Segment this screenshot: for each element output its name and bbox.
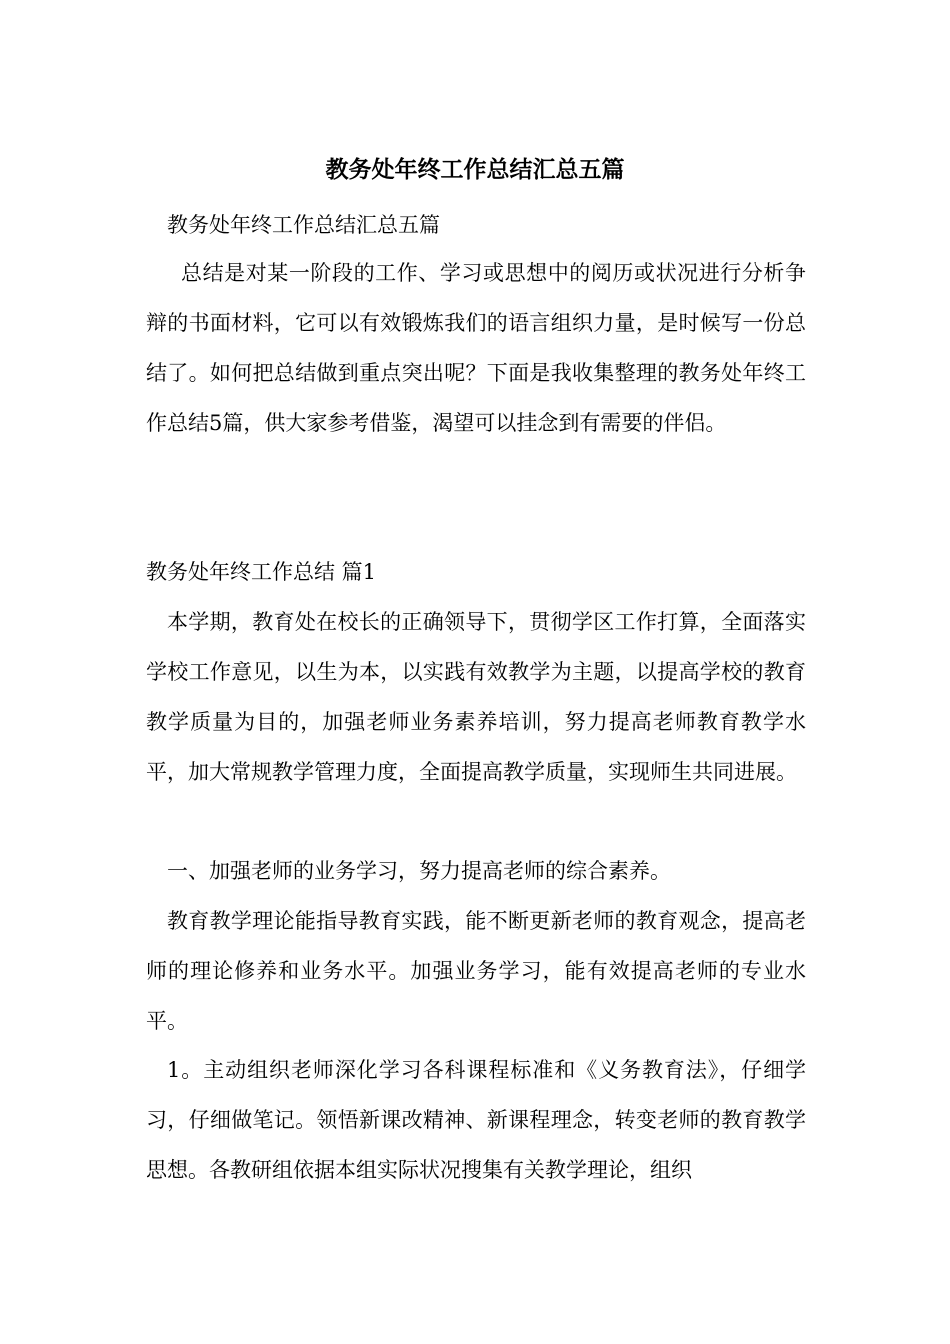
document-title: 教务处年终工作总结汇总五篇 xyxy=(325,157,625,183)
subtitle-paragraph: 教务处年终工作总结汇总五篇 xyxy=(167,213,440,237)
body-paragraph: 教育教学理论能指导教育实践，能不断更新老师的教育观念，提高老师的理论修养和业务水平。加强业务学习，能有效提高老师的专业水平。 xyxy=(146,909,806,1033)
section-heading: 教务处年终工作总结 篇1 xyxy=(146,560,377,584)
subsection-heading: 一、加强老师的业务学习，努力提高老师的综合素养。 xyxy=(167,859,671,883)
intro-paragraph: 总结是对某一阶段的工作、学习或思想中的阅历或状况进行分析争辩的书面材料，它可以有效锻炼我们的语言组织力量，是时候写一份总结了。如何把总结做到重点突出呢？下面是我收集整理的教务处年终工作总结5篇，供大家参考借鉴，渴望可以挂念到有需要的伴侣。 xyxy=(146,261,806,435)
body-paragraph: 1。主动组织老师深化学习各科课程标准和《义务教育法》，仔细学习，仔细做笔记。领悟新课改精神、新课程理念，转变老师的教育教学思想。各教研组依据本组实际状况搜集有关教学理论，组织 xyxy=(146,1058,806,1182)
body-paragraph: 本学期，教育处在校长的正确领导下，贯彻学区工作打算，全面落实学校工作意见，以生为本，以实践有效教学为主题，以提高学校的教育教学质量为目的，加强老师业务素养培训，努力提高老师教育教学水平，加大常规教学管理力度，全面提高教学质量，实现师生共同进展。 xyxy=(146,610,806,784)
